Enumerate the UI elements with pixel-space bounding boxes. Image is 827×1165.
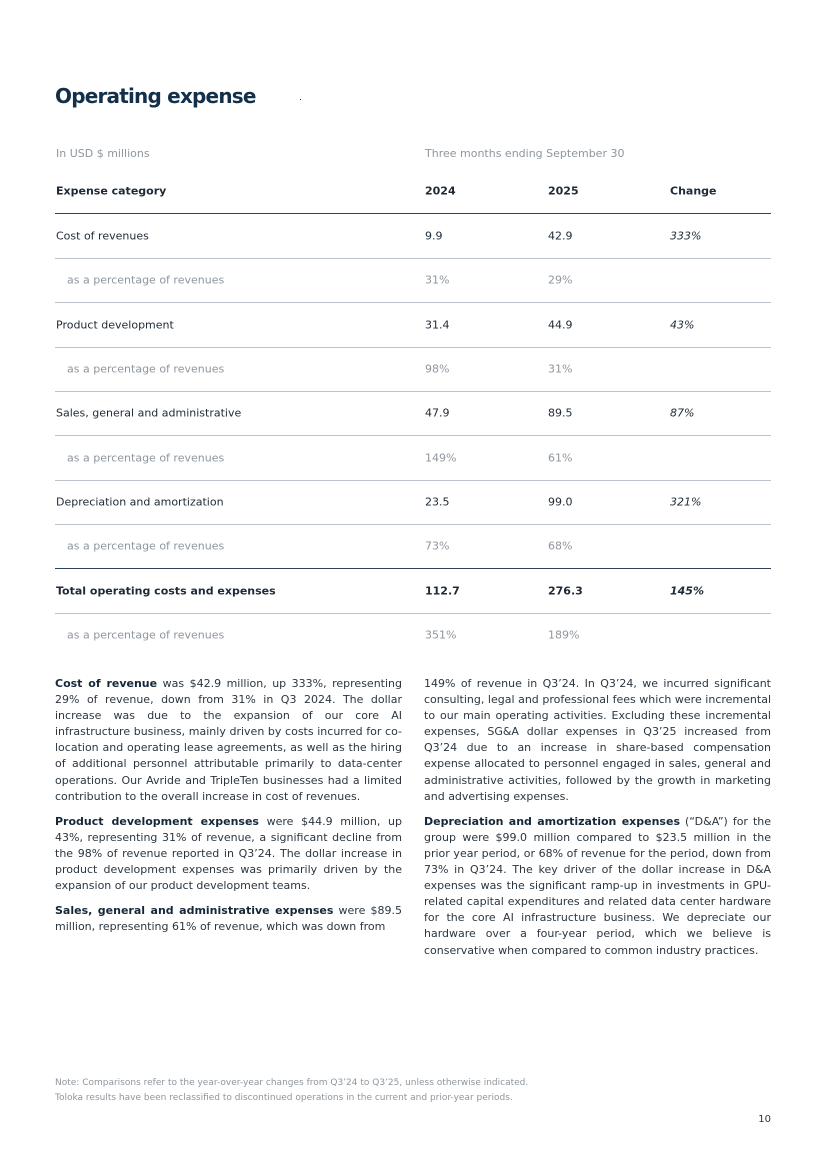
- paragraph-depreciation: [424, 814, 771, 959]
- value-2024: 47.9: [425, 406, 450, 420]
- table-row-total: [55, 569, 771, 614]
- value-change: 43%: [670, 318, 695, 332]
- value-2024: 31.4: [425, 318, 450, 332]
- value-2024: 9.9: [425, 229, 443, 243]
- paragraph-sga-continued: 149% of revenue in Q3’24. In Q3’24, we incurred significant consulting, legal and professional fees which were incremental to our main operating activities. Excluding these incremental expenses, SG&A dollar expenses in Q3’25 increased from Q3’24 due to an increase in share-based compensation expense allocated to personnel engaged in sales, general and administrative activities, followed by the growth in marketing and advertising expenses.: [424, 677, 771, 803]
- value-2024: 98%: [425, 362, 450, 376]
- value-2025: 99.0: [548, 495, 573, 509]
- row-label: Product development: [56, 318, 174, 332]
- text-column-left: [55, 676, 402, 944]
- unit-label: In USD $ millions: [56, 147, 150, 160]
- period-label: Three months ending September 30: [425, 147, 625, 160]
- header-change: Change: [670, 184, 717, 198]
- value-2025: 189%: [548, 628, 580, 642]
- row-label: Depreciation and amortization: [56, 495, 224, 509]
- paragraph-body: (“D&A”) for the group were $99.0 million compared to $23.5 million in the prior year period, or 68% of revenue for the period, down from 73% in Q3’24. The key driver of the dollar increase in D&A expenses was the significant ramp-up in investments in GPU-related capital expenditures and related data center hardware for the core AI infrastructure business. We depreciate our hardware over a four-year period, which we believe is conservative when compared to common industry practices.: [424, 814, 771, 957]
- value-2024: 31%: [425, 273, 450, 287]
- footnote: [55, 1076, 528, 1106]
- header-2024: 2024: [425, 184, 456, 198]
- text-column-right: [424, 676, 771, 968]
- table-header-row: [55, 169, 771, 214]
- row-label: as a percentage of revenues: [67, 451, 225, 465]
- table-row-sga: [55, 391, 771, 436]
- value-change: 321%: [670, 495, 702, 509]
- row-label: Sales, general and administrative: [56, 406, 242, 420]
- row-label: as a percentage of revenues: [67, 362, 225, 376]
- value-2024: 73%: [425, 539, 450, 553]
- value-2024: 351%: [425, 628, 457, 642]
- value-2025: 276.3: [548, 584, 583, 598]
- value-2024: 112.7: [425, 584, 460, 598]
- value-2025: 61%: [548, 451, 573, 465]
- table-row-total-pct: [55, 613, 771, 657]
- page-number: 10: [758, 1114, 771, 1125]
- header-2025: 2025: [548, 184, 579, 198]
- value-2025: 31%: [548, 362, 573, 376]
- row-label: Cost of revenues: [56, 229, 149, 243]
- table-row-sga-pct: [55, 436, 771, 481]
- table-row-product-pct: [55, 347, 771, 392]
- header-expense-category: Expense category: [56, 184, 167, 198]
- value-change: 87%: [670, 406, 695, 420]
- value-2024: 23.5: [425, 495, 450, 509]
- paragraph-cost-of-revenue: [55, 676, 402, 805]
- value-2025: 44.9: [548, 318, 573, 332]
- value-2024: 149%: [425, 451, 457, 465]
- table-row-depreciation-pct: [55, 524, 771, 569]
- table-row-cost-of-revenues: [55, 214, 771, 259]
- row-label: as a percentage of revenues: [67, 628, 225, 642]
- paragraph-body: were $44.9 million, up 43%, representing 31% of revenue, a significant decline from the 98% of revenue reported in Q3’24. The dollar increase in product development expenses was primarily driven by the expansion of our product development teams.: [55, 814, 402, 893]
- row-label: as a percentage of revenues: [67, 539, 225, 553]
- value-2025: 68%: [548, 539, 573, 553]
- stray-dot: [300, 99, 301, 100]
- value-2025: 29%: [548, 273, 573, 287]
- table-row-product-development: [55, 303, 771, 348]
- value-2025: 89.5: [548, 406, 573, 420]
- row-label: Total operating costs and expenses: [56, 584, 276, 598]
- paragraph-body: were $89.5 million, representing 61% of revenue, which was down from: [55, 904, 402, 934]
- paragraph-lead: Cost of revenue: [55, 677, 158, 690]
- paragraph-body: was $42.9 million, up 333%, representing 29% of revenue, down from 31% in Q3 2024. The dollar increase was due to the expansion of our core AI infrastructure business, mainly driven by costs incurred for co-location and operating lease agreements, as well as the hiring of additional personnel attributable primarily to data-center operations. Our Avride and TripleTen businesses had a limited contribution to the overall increase in cost of revenues.: [55, 677, 402, 803]
- paragraph-lead: Product development expenses: [55, 814, 259, 828]
- table-row-cost-pct: [55, 258, 771, 303]
- paragraph-product-development: [55, 814, 402, 894]
- value-change: 145%: [670, 584, 704, 598]
- table-row-depreciation: [55, 480, 771, 525]
- page-title: Operating expense: [55, 84, 256, 108]
- paragraph-sga: [55, 903, 402, 935]
- paragraph-lead: Sales, general and administrative expenses: [55, 904, 334, 918]
- footnote-line: Toloka results have been reclassified to discontinued operations in the current and prior-year periods.: [55, 1093, 513, 1103]
- paragraph-lead: Depreciation and amortization expenses: [424, 814, 680, 828]
- value-2025: 42.9: [548, 229, 573, 243]
- footnote-line: Note: Comparisons refer to the year-over-year changes from Q3’24 to Q3’25, unless otherwise indicated.: [55, 1078, 529, 1088]
- value-change: 333%: [670, 229, 702, 243]
- row-label: as a percentage of revenues: [67, 273, 225, 287]
